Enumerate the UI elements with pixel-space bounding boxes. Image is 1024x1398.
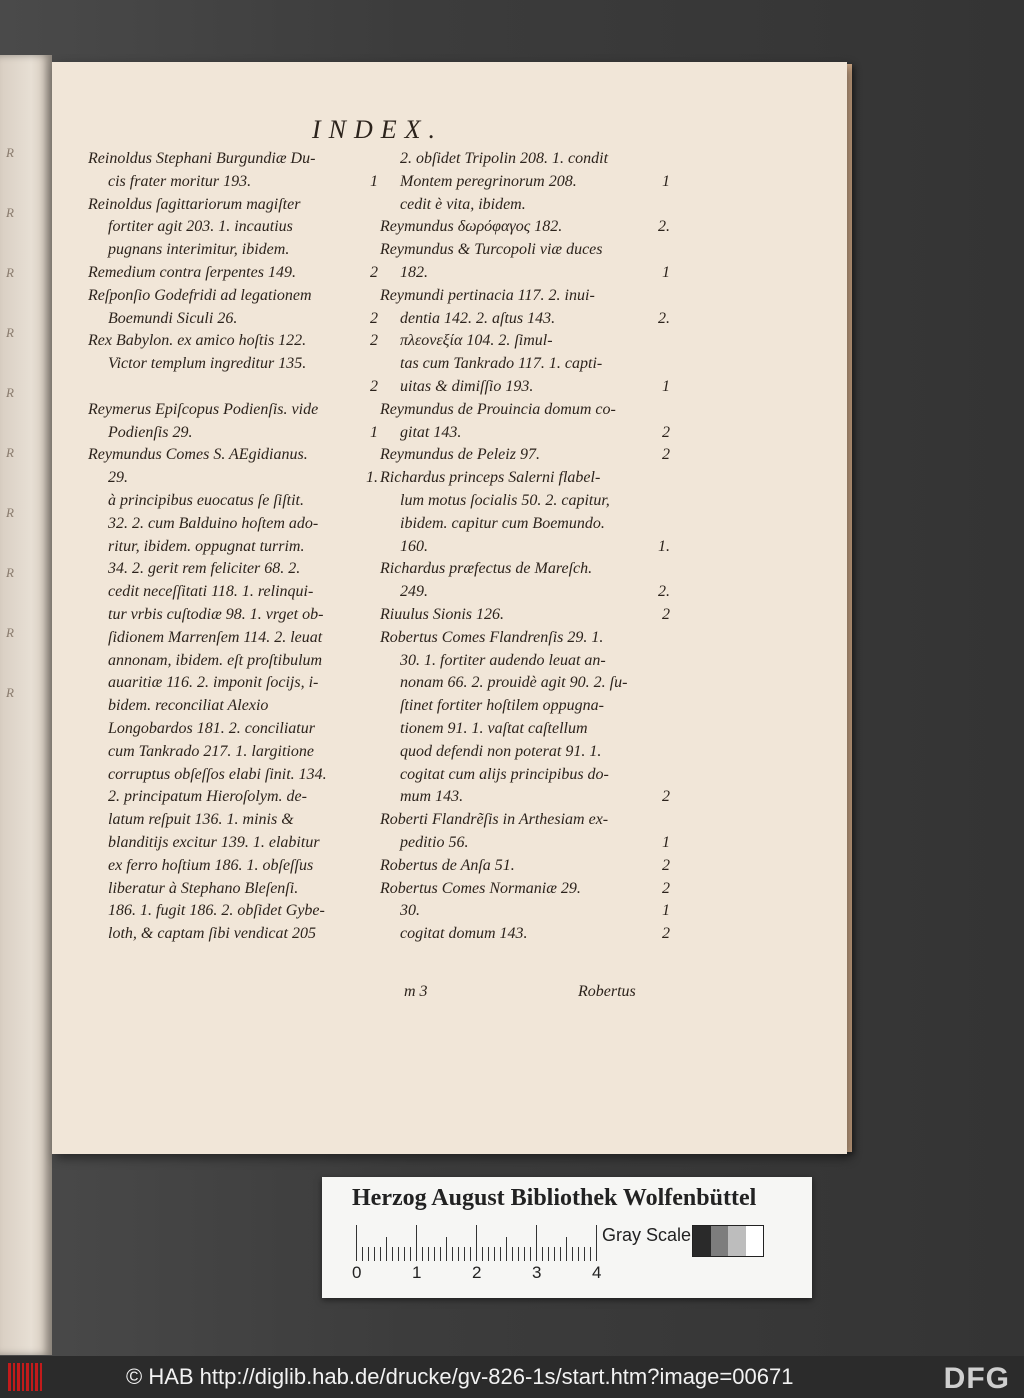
index-entry-text: Reinoldus ſagittariorum magiſter <box>88 195 301 213</box>
previous-page-edge <box>0 55 52 1355</box>
index-entry-text: bidem. reconciliat Alexio <box>108 697 269 715</box>
index-column-number: 1 <box>370 172 378 190</box>
color-calibration-card <box>322 1177 812 1298</box>
previous-page-text-fragment: R <box>6 685 14 700</box>
index-line <box>380 399 670 422</box>
index-entry-text: ibidem. capitur cum Boemundo. <box>400 514 605 532</box>
previous-page-text-fragment: R <box>6 505 14 520</box>
ruler-tick <box>440 1247 441 1261</box>
index-line <box>380 444 670 467</box>
ruler-tick <box>554 1247 555 1261</box>
index-line <box>88 832 378 855</box>
index-line <box>88 764 378 787</box>
index-line <box>88 695 378 718</box>
index-entry-text: Montem peregrinorum 208. <box>400 172 577 190</box>
index-column-number: 1 <box>662 902 670 920</box>
ruler-tick <box>392 1247 393 1261</box>
index-entry-text: 160. <box>400 537 428 555</box>
index-entry-text: 2. principatum Hieroſolym. de- <box>108 788 307 806</box>
index-entry-text: tionem 91. 1. vaſtat caſtellum <box>400 719 588 737</box>
index-entry-text: corruptus obſeſſos elabi ſinit. 134. <box>108 765 327 783</box>
gray-swatch <box>746 1226 764 1256</box>
index-line <box>380 650 670 673</box>
index-column-number: 2 <box>662 856 670 874</box>
index-column-number: 2 <box>370 377 378 395</box>
index-entry-text: pugnans interimitur, ibidem. <box>108 241 290 259</box>
ruler-label: 4 <box>592 1263 602 1282</box>
index-entry-text: gitat 143. <box>400 423 462 441</box>
index-entry-text: Reymundus de Prouincia domum co- <box>380 400 616 418</box>
index-column-number: 2 <box>662 879 670 897</box>
signature-mark: m 3 <box>404 983 428 1000</box>
ruler-tick <box>458 1247 459 1261</box>
index-column-number: 1 <box>662 172 670 190</box>
index-line <box>88 239 378 262</box>
ruler-tick <box>500 1247 501 1261</box>
index-entry-text: quod defendi non poterat 91. 1. <box>400 742 602 760</box>
ruler-tick <box>566 1237 567 1261</box>
ruler-tick <box>368 1247 369 1261</box>
ruler-tick <box>506 1237 507 1261</box>
index-line <box>88 627 378 650</box>
index-line <box>88 376 378 399</box>
index-line <box>88 353 378 376</box>
index-line <box>88 536 378 559</box>
gray-swatch <box>693 1226 711 1256</box>
index-line <box>88 604 378 627</box>
index-entry-text: Rex Babylon. ex amico hoſtis 122. <box>88 332 307 350</box>
ruler-tick <box>536 1225 537 1261</box>
index-line <box>88 786 378 809</box>
ruler-tick <box>380 1247 381 1261</box>
index-line <box>380 695 670 718</box>
index-line <box>380 855 670 878</box>
index-line <box>88 741 378 764</box>
index-line <box>88 194 378 217</box>
index-entry-text: tur vrbis cuſtodiæ 98. 1. vrget ob- <box>108 605 324 623</box>
index-column-number: 1 <box>662 833 670 851</box>
ruler-tick <box>518 1247 519 1261</box>
index-column-number: 2. <box>658 309 670 327</box>
index-line <box>380 490 670 513</box>
index-line <box>88 900 378 923</box>
ruler-tick <box>398 1247 399 1261</box>
ruler-tick <box>356 1225 357 1261</box>
index-line <box>380 216 670 239</box>
index-column-right <box>380 148 670 946</box>
index-line <box>380 285 670 308</box>
ruler-tick <box>488 1247 489 1261</box>
index-entry-text: Boemundi Siculi 26. <box>108 309 238 327</box>
index-line <box>380 536 670 559</box>
index-line <box>88 672 378 695</box>
index-line <box>380 923 670 946</box>
footer-bar <box>0 1356 1024 1398</box>
index-entry-text: cogitat cum alijs principibus do- <box>400 765 609 783</box>
index-entry-text: latum reſpuit 136. 1. minis & <box>108 811 294 829</box>
index-line <box>380 376 670 399</box>
ruler-label: 0 <box>352 1263 362 1282</box>
index-entry-text: cum Tankrado 217. 1. largitione <box>108 742 314 760</box>
ruler-tick <box>590 1247 591 1261</box>
ruler-tick <box>584 1247 585 1261</box>
index-entry-text: Richardus princeps Salerni flabel- <box>380 469 601 487</box>
index-entry-text: Victor templum ingreditur 135. <box>108 355 307 373</box>
ruler-tick <box>542 1247 543 1261</box>
index-entry-text: Reſponſio Godefridi ad legationem <box>88 286 312 304</box>
index-line <box>380 262 670 285</box>
ruler-tick <box>476 1225 477 1261</box>
ruler-tick <box>374 1247 375 1261</box>
index-entry-text: Roberti Flandrẽſis in Arthesiam ex- <box>380 811 609 829</box>
gray-scale-swatches <box>692 1225 764 1257</box>
index-line <box>88 148 378 171</box>
index-entry-text: Podienſis 29. <box>108 423 193 441</box>
ruler-tick <box>572 1247 573 1261</box>
index-line <box>380 878 670 901</box>
dfg-logo: DFG <box>943 1362 1010 1395</box>
index-entry-text: 2. obſidet Tripolin 208. 1. condit <box>400 150 609 167</box>
index-entry-text: nonam 66. 2. prouidè agit 90. 2. ſu- <box>400 674 628 692</box>
index-entry-text: Reymundi pertinacia 117. 2. inui- <box>380 286 595 304</box>
index-column-number: 2. <box>658 218 670 236</box>
index-entry-text: peditio 56. <box>400 833 469 851</box>
index-column-number: 2 <box>662 788 670 806</box>
index-entry-text: 249. <box>400 583 428 601</box>
index-entry-text: Richardus præfectus de Mareſch. <box>380 560 593 578</box>
ruler-label: 1 <box>412 1263 422 1282</box>
index-column-number: 2 <box>662 605 670 623</box>
copyright-link[interactable]: © HAB http://diglib.hab.de/drucke/gv-826-1s/start.htm?image=00671 <box>126 1364 794 1389</box>
index-entry-text: ſtinet fortiter hoſtilem oppugna- <box>400 697 604 715</box>
index-column-number: 1 <box>370 423 378 441</box>
ruler-label: 2 <box>472 1263 482 1282</box>
index-line <box>380 627 670 650</box>
ruler-tick <box>530 1247 531 1261</box>
index-line <box>88 444 378 467</box>
index-line <box>380 353 670 376</box>
previous-page-text-fragment: R <box>6 265 14 280</box>
index-entry-text: Remedium contra ſerpentes 149. <box>88 263 296 281</box>
index-entry-text: cogitat domum 143. <box>400 925 528 943</box>
index-line <box>380 308 670 331</box>
index-column-number: 2. <box>658 583 670 601</box>
ruler-tick <box>494 1247 495 1261</box>
previous-page-text-fragment: R <box>6 625 14 640</box>
index-entry-text: Riuulus Sionis 126. <box>380 605 505 623</box>
ruler-label: 3 <box>532 1263 542 1282</box>
ruler-tick <box>416 1225 417 1261</box>
running-head: INDEX. <box>312 115 444 144</box>
index-entry-text: liberatur à Stephano Bleſenſi. <box>108 879 299 897</box>
index-entry-text: πλεονεξία 104. 2. ſimul- <box>400 332 553 350</box>
index-line <box>380 764 670 787</box>
index-column-number: 2 <box>662 925 670 943</box>
index-line <box>380 832 670 855</box>
index-entry-text: loth, & captam ſibi vendicat 205 <box>108 925 316 943</box>
gray-swatch <box>711 1226 729 1256</box>
index-entry-text: 30. <box>400 902 420 920</box>
index-entry-text: Reymundus & Turcopoli viæ duces <box>380 241 603 259</box>
index-entry-text: cedit neceſſitati 118. 1. relinqui- <box>108 583 314 601</box>
index-line <box>380 239 670 262</box>
index-entry-text: à principibus euocatus ſe ſiſtit. <box>108 491 304 509</box>
index-entry-text: fortiter agit 203. 1. incautius <box>108 218 293 236</box>
index-entry-text: 186. 1. fugit 186. 2. obſidet Gybe- <box>108 902 325 920</box>
index-line <box>88 650 378 673</box>
index-entry-text: uitas & dimiſſio 193. <box>400 377 534 395</box>
index-entry-text: ritur, ibidem. oppugnat turrim. <box>108 537 305 555</box>
index-column-number: 2 <box>370 263 378 281</box>
index-entry-text: ex ferro hoſtium 186. 1. obſeſſus <box>108 856 314 874</box>
index-line <box>380 786 670 809</box>
ruler-tick <box>596 1225 597 1261</box>
index-line <box>88 422 378 445</box>
ruler-tick <box>560 1247 561 1261</box>
index-entry-text: Robertus de Anſa 51. <box>380 856 515 874</box>
ruler-tick <box>482 1247 483 1261</box>
index-line <box>380 171 670 194</box>
index-line <box>380 809 670 832</box>
ruler-tick <box>410 1247 411 1261</box>
index-line <box>88 513 378 536</box>
ruler-tick <box>446 1237 447 1261</box>
previous-page-text-fragment: R <box>6 145 14 160</box>
index-line <box>380 672 670 695</box>
previous-page-text-fragment: R <box>6 325 14 340</box>
index-entry-text: 29. <box>108 469 128 487</box>
index-line <box>88 490 378 513</box>
index-line <box>88 171 378 194</box>
gray-scale-label: Gray Scale <box>602 1225 692 1245</box>
index-entry-text: Reinoldus Stephani Burgundiæ Du- <box>88 150 316 167</box>
ruler-tick <box>404 1247 405 1261</box>
ruler-tick <box>548 1247 549 1261</box>
index-line <box>380 422 670 445</box>
index-column-number: 2 <box>370 309 378 327</box>
ruler-tick <box>386 1237 387 1261</box>
index-line <box>380 718 670 741</box>
index-entry-text: Robertus Comes Normaniæ 29. <box>380 879 581 897</box>
hab-logo-icon <box>8 1363 42 1391</box>
card-title: Herzog August Bibliothek Wolfenbüttel <box>352 1185 757 1211</box>
index-entry-text: lum motus ſocialis 50. 2. capitur, <box>400 491 610 509</box>
index-line <box>380 558 670 581</box>
index-line <box>380 467 670 490</box>
index-column-left <box>88 148 378 946</box>
previous-page-text-fragment: R <box>6 565 14 580</box>
index-entry-text: dentia 142. 2. aſtus 143. <box>400 309 556 327</box>
index-line <box>88 308 378 331</box>
previous-page-text-fragment: R <box>6 445 14 460</box>
index-entry-text: tas cum Tankrado 117. 1. capti- <box>400 355 603 373</box>
index-entry-text: Longobardos 181. 2. conciliatur <box>108 719 315 737</box>
index-entry-text: 182. <box>400 263 428 281</box>
index-line <box>88 262 378 285</box>
ruler-tick <box>464 1247 465 1261</box>
index-line <box>88 399 378 422</box>
ruler-tick <box>434 1247 435 1261</box>
index-entry-text: 34. 2. gerit rem feliciter 68. 2. <box>108 560 301 578</box>
index-line <box>88 216 378 239</box>
previous-page-text-fragment: R <box>6 205 14 220</box>
index-line <box>380 330 670 353</box>
index-entry-text: auaritiæ 116. 2. imponit ſocijs, i- <box>108 674 319 692</box>
index-line <box>88 558 378 581</box>
index-column-number: 1. <box>658 537 670 555</box>
index-line <box>88 581 378 604</box>
index-line <box>88 330 378 353</box>
index-entry-text: mum 143. <box>400 788 464 806</box>
ruler-tick <box>578 1247 579 1261</box>
ruler-tick <box>512 1247 513 1261</box>
index-column-number: 2 <box>662 446 670 464</box>
index-line <box>88 285 378 308</box>
index-line <box>380 194 670 217</box>
index-line <box>380 581 670 604</box>
index-line <box>88 467 378 490</box>
index-entry-text: Reymundus δωρόφαγος 182. <box>380 218 563 236</box>
index-entry-text: 32. 2. cum Balduino hoſtem ado- <box>108 514 319 532</box>
index-line <box>380 148 670 171</box>
index-entry-text: Reymundus Comes S. AEgidianus. <box>88 446 308 464</box>
index-entry-text: blanditijs excitur 139. 1. elabitur <box>108 833 320 851</box>
catchword: Robertus <box>578 983 636 1000</box>
index-column-number: 2 <box>662 423 670 441</box>
index-entry-text: Reymundus de Peleiz 97. <box>380 446 540 464</box>
index-entry-text: annonam, ibidem. eſt proſtibulum <box>108 651 323 669</box>
index-line <box>380 604 670 627</box>
index-line <box>88 718 378 741</box>
index-entry-text: 30. 1. fortiter audendo leuat an- <box>400 651 606 669</box>
index-column-number: 2 <box>370 332 378 350</box>
ruler-tick <box>524 1247 525 1261</box>
index-line <box>88 878 378 901</box>
index-column-number: 1 <box>662 377 670 395</box>
index-entry-text: Robertus Comes Flandrenſis 29. 1. <box>380 628 604 646</box>
ruler-tick <box>362 1247 363 1261</box>
index-column-number: 1. <box>366 469 378 487</box>
index-line <box>88 809 378 832</box>
ruler-tick <box>470 1247 471 1261</box>
index-entry-text: cis frater moritur 193. <box>108 172 252 190</box>
index-entry-text: ſidionem Marrenſem 114. 2. leuat <box>108 628 323 646</box>
index-line <box>380 741 670 764</box>
index-line <box>88 855 378 878</box>
ruler-tick <box>452 1247 453 1261</box>
index-column-number: 1 <box>662 263 670 281</box>
gray-swatch <box>728 1226 746 1256</box>
ruler-tick <box>428 1247 429 1261</box>
scale-ruler <box>356 1225 596 1261</box>
index-entry-text: Reymerus Epiſcopus Podienſis. vide <box>88 400 319 418</box>
ruler-tick <box>422 1247 423 1261</box>
index-line <box>380 900 670 923</box>
index-entry-text: cedit è vita, ibidem. <box>400 195 526 213</box>
previous-page-text-fragment: R <box>6 385 14 400</box>
index-line <box>88 923 378 946</box>
index-line <box>380 513 670 536</box>
